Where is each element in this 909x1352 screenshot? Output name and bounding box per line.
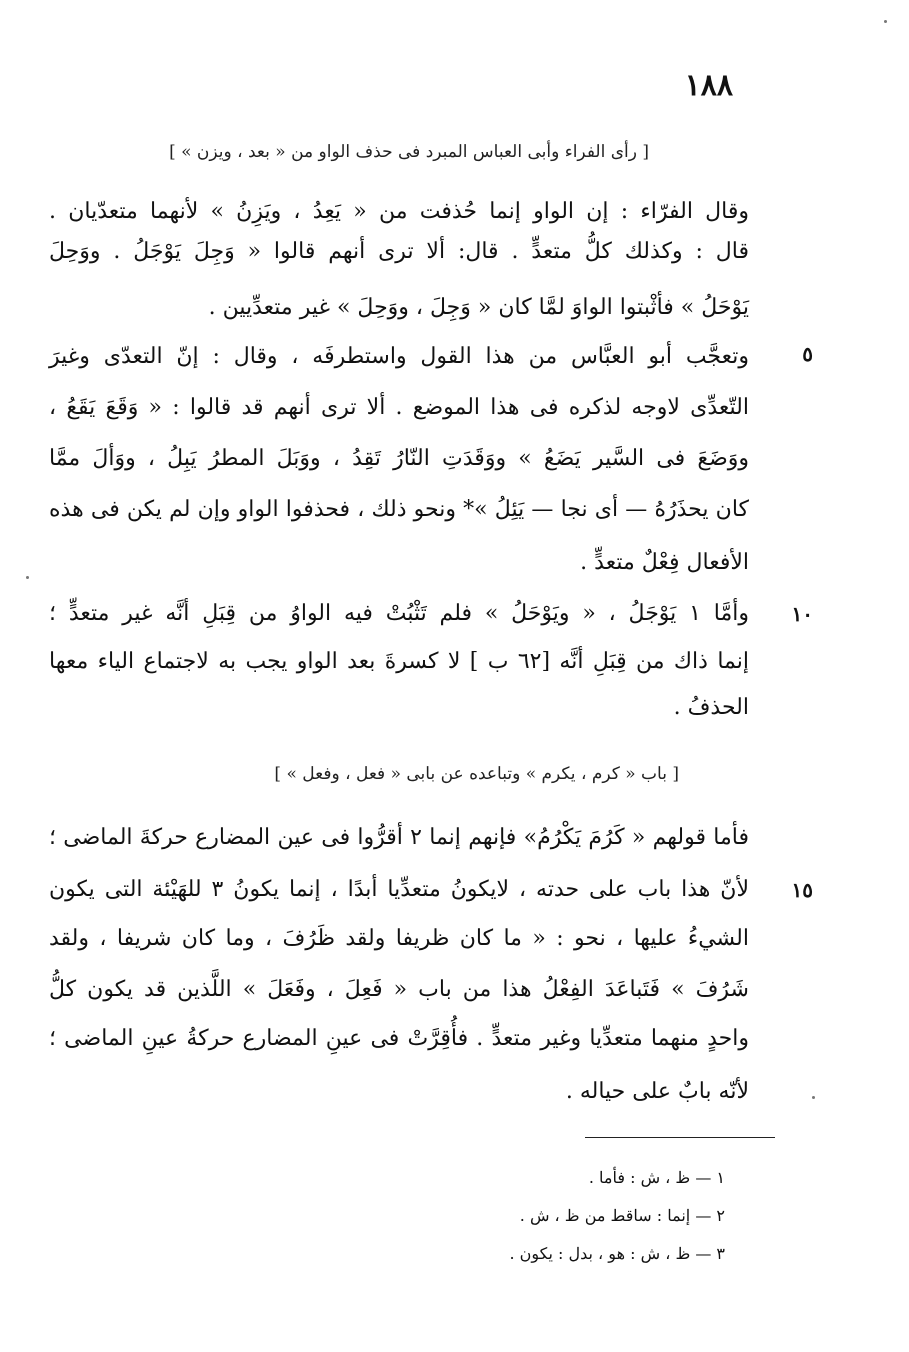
text-line: وأمَّا ١ يَوْجَلُ ، « ويَوْحَلُ » فلم تَثْبُتْ فيه الواوُ من قِبَلِ أنَّه غير متعدٍّ ؛	[49, 601, 750, 626]
text-line: يَوْحَلُ » فأثْبتوا الواوَ لمَّا كان « وَجِلَ ، ووَحِلَ » غير متعدِّيين .	[208, 295, 749, 320]
text-line: كان يحذَرُهُ — أى نجا — يَئِلُ »* ونحو ذلك ، فحذفوا الواو وإن لم يكن فى هذه	[49, 497, 749, 522]
text-line: فأما قولهم « كَرُمَ يَكْرُمُ» فإنهم إنما ٢ أقرُّوا فى عين المضارع حركةَ الماضى ؛	[49, 825, 749, 850]
text-line: التّعدِّى لاوجه لذكره فى هذا الموضع . ألا ترى أنهم قد قالوا : « وَقَعَ يَقَعُ ،	[49, 395, 749, 420]
scan-speck	[884, 20, 887, 23]
line-number-15: ١٥	[791, 878, 813, 902]
text-line: وقال الفرّاء : إن الواو إنما حُذفت من « يَعِدُ ، ويَزِنُ » لأنهما متعدّيان .	[49, 199, 749, 224]
section-heading-karuma-bab: [ باب « كرم ، يكرم » وتباعده عن بابى « فعل ، وفعل » ]	[274, 764, 679, 784]
text-line: الشيءُ عليها ، نحو : « ما كان ظريفا ولقد ظَرُفَ ، وما كان شريفا ، ولقد	[49, 926, 749, 951]
line-number-10: ١٠	[791, 602, 813, 626]
text-line: ووَضَعَ فى السَّير يَضَعُ » ووَقَدَتِ النّارُ تَقِدُ ، ووَبَلَ المطرُ يَبِلُ ، ووَألَ ممَّا	[49, 446, 749, 471]
section-heading-fara-mubarrad: [ رأى الفراء وأبى العباس المبرد فى حذف الواو من « بعد ، ويزن » ]	[169, 142, 649, 162]
scan-speck	[812, 1096, 815, 1099]
text-line: قال : وكذلك كلُّ متعدٍّ . قال: ألا ترى أنهم قالوا « وَجِلَ يَوْجَلُ . ووَحِلَ	[49, 239, 749, 264]
text-line: وتعجَّب أبو العبَّاس من هذا القول واستطرفَه ، وقال : إنّ التعدّى وغيرَ	[49, 344, 749, 369]
text-line: لأنّه بابٌ على حياله .	[565, 1079, 749, 1104]
text-line: الأفعال فِعْلٌ متعدٍّ .	[580, 550, 749, 575]
footnote-divider	[585, 1137, 775, 1138]
text-line: لأنّ هذا باب على حدته ، لايكونُ متعدِّيا أبدًا ، إنما يكونُ ٣ للهَيْئة التى يكون	[49, 877, 750, 902]
line-number-5: ٥	[802, 342, 813, 366]
text-line: الحذفُ .	[673, 695, 749, 720]
page-number: ١٨٨	[684, 68, 733, 103]
footnote-2: ٢ — إنما : ساقط من ظ ، ش .	[519, 1206, 725, 1225]
text-line: واحدٍ منهما متعدِّيا وغير متعدٍّ . فأُقِرَّتْ فى عينِ المضارع حركةُ عينِ الماضى ؛	[49, 1026, 749, 1051]
scan-speck	[26, 576, 29, 579]
footnote-1: ١ — ظ ، ش : فأما .	[588, 1168, 725, 1187]
text-line: إنما ذاك من قِبَلِ أنَّه [٦٢ ب ] لا كسرةَ بعد الواو يجب به لاجتماع الياء معها	[49, 649, 749, 674]
text-line: شَرُفَ » فَتَباعَدَ الفِعْلُ هذا من باب « فَعِلَ ، وفَعَلَ » اللَّذين قد يكون كلُّ	[49, 977, 749, 1002]
footnote-3: ٣ — ظ ، ش : هو ، بدل : يكون .	[509, 1244, 725, 1263]
